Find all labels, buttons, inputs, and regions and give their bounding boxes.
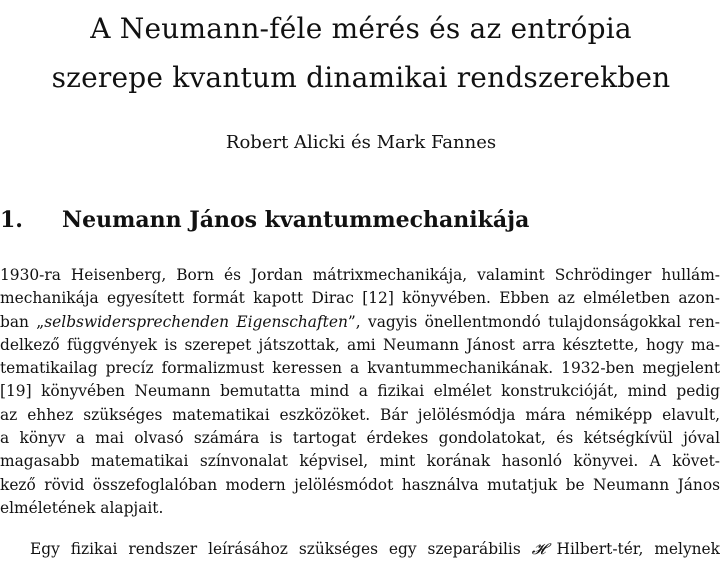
text-run: Egy fizikai rendszer leírásához szükséges egy szeparábilis xyxy=(30,540,532,558)
paragraph-line: a könyv a mai olvasó számára is tartogat érdekes gondolatokat, és kétségkívül jóval xyxy=(0,429,720,448)
body-paragraph-1 xyxy=(0,264,720,520)
paragraph-line: mechanikája egyesített formát kapott Dirac [12] könyvében. Ebben az elméletben azon- xyxy=(0,289,720,308)
paragraph-line xyxy=(0,311,720,334)
paper-authors: Robert Alicki és Mark Fannes xyxy=(225,132,497,153)
section-heading xyxy=(0,205,529,235)
text-run: ”, vagyis önellentmondó tulajdonságokkal ren- xyxy=(347,312,720,331)
hilbert-space-symbol: 𝓗 xyxy=(531,540,546,558)
paragraph-line: kező rövid összefoglalóban modern jelölésmódot használva mutatjuk be Neumann János xyxy=(0,475,720,494)
paragraph-line: az ehhez szükséges matematikai eszközöket. Bár jelölésmódja mára némiképp elavult, xyxy=(0,405,720,424)
section-title: Neumann János kvantummechanikája xyxy=(62,207,530,233)
paper-title-line-2: szerepe kvantum dinamikai rendszerekben xyxy=(51,61,671,94)
italic-german-phrase: selbswidersprechenden Eigenschaften xyxy=(44,312,348,331)
paragraph-line xyxy=(0,538,720,561)
section-number: 1. xyxy=(0,207,23,233)
text-run: Hilbert-tér, melynek xyxy=(545,540,720,558)
paragraph-line: [19] könyvében Neumann bemutatta mind a fizikai elmélet konstrukcióját, mind pedig xyxy=(0,382,720,401)
body-paragraph-2 xyxy=(0,538,720,561)
paragraph-line: delkező függvények is szerepet játszottak, ami Neumann Jánost arra késztette, hogy ma- xyxy=(0,335,720,354)
paragraph-line: magasabb matematikai színvonalat képvisel, mint korának hasonló könyvei. A követ- xyxy=(0,452,720,471)
paper-title-line-1: A Neumann-féle mérés és az entrópia xyxy=(90,12,632,45)
paragraph-line: elméletének alapjait. xyxy=(0,498,164,517)
text-run: ban „ xyxy=(0,312,45,331)
paragraph-line: tematikailag precíz formalizmust keressen a kvantummechanikának. 1932-ben megjelent xyxy=(0,359,720,378)
paragraph-line: 1930-ra Heisenberg, Born és Jordan mátrixmechanikája, valamint Schrödinger hullám- xyxy=(0,266,720,284)
